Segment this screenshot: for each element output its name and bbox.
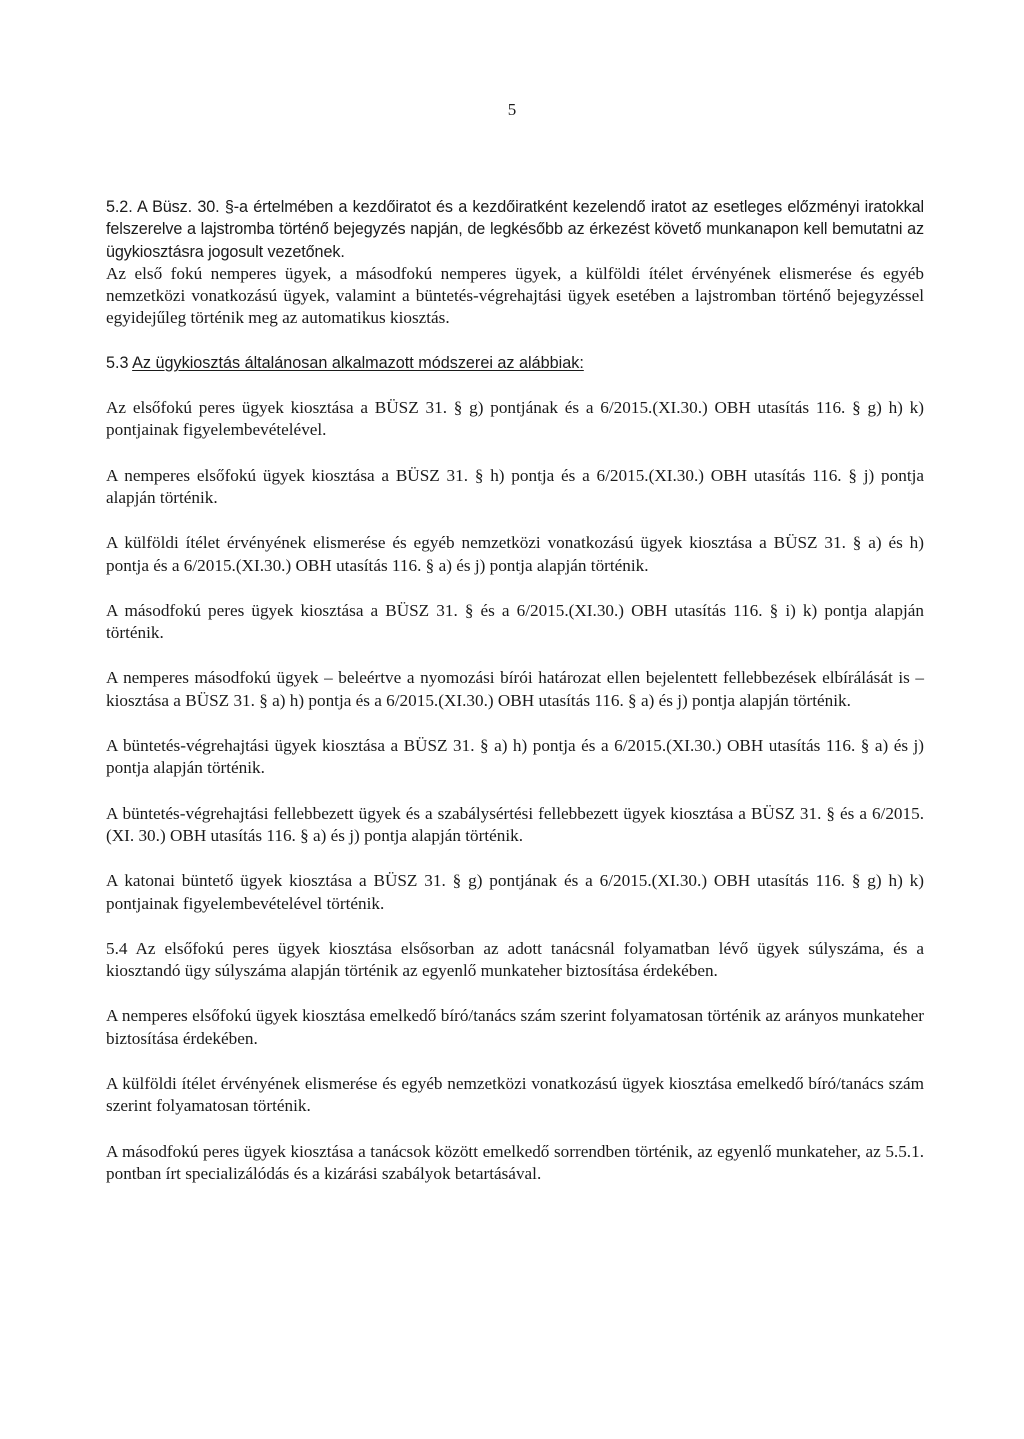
paragraph-katonai: A katonai büntető ügyek kiosztása a BÜSZ 31. § g) pontjának és a 6/2015.(XI.30.) OBH utasítás 116. § g) h) k) pontjainak figyelembevételével történik. — [106, 871, 924, 913]
paragraph-bv-fellebbezett: A büntetés-végrehajtási fellebbezett ügyek és a szabálysértési fellebbezett ügyek kiosztása a BÜSZ 31. § és a 6/2015. (XI. 30.) OBH utasítás 116. § a) és j) pontja alapján történik. — [106, 803, 924, 845]
section-title: Az ügykiosztás általánosan alkalmazott módszerei az alábbiak: — [132, 353, 584, 372]
paragraph-kulfoldi-itelet: A külföldi ítélet érvényének elismerése és egyéb nemzetközi vonatkozású ügyek kiosztása a BÜSZ 31. § a) és h) pontja és a 6/2015.(XI.30.) OBH utasítás 116. § a) és j) pontja alapján történik. — [106, 533, 924, 575]
section-number: 5.3 — [106, 353, 129, 372]
paragraph-nemperes-emelkedo: A nemperes elsőfokú ügyek kiosztása emelkedő bíró/tanács szám szerint folyamatosan történik az arányos munkateher biztosítása érdekében. — [106, 1006, 924, 1048]
paragraph-masodfoku-tanacsok: A másodfokú peres ügyek kiosztása a tanácsok között emelkedő sorrendben történik, az egyenlő munkateher, az 5.5.1. pontban írt specializálódás és a kizárási szabályok betartásával. — [106, 1141, 924, 1183]
paragraph-5-4: 5.4 Az elsőfokú peres ügyek kiosztása elsősorban az adott tanácsnál folyamatban lévő ügyek súlyszáma, és a kiosztandó ügy súlyszáma alapján történik az egyenlő munkateher biztosítása érdekében. — [106, 938, 924, 981]
paragraph-buntetes-vegrehajtasi: A büntetés-végrehajtási ügyek kiosztása a BÜSZ 31. § a) h) pontja és a 6/2015.(XI.30.) OBH utasítás 116. § a) és j) pontja alapján történik. — [106, 736, 924, 778]
paragraph-nemperes-masodfoku: A nemperes másodfokú ügyek – beleértve a nyomozási bírói határozat ellen bejelentett fellebbezések elbírálását is – kiosztása a BÜSZ 31. § a) h) pontja és a 6/2015.(XI.30.) OBH utasítás 116. § a) és j) pontja alapján történik. — [106, 668, 924, 710]
section-heading-5-3 — [106, 352, 924, 374]
paragraph-elsofoku-peres: Az elsőfokú peres ügyek kiosztása a BÜSZ 31. § g) pontjának és a 6/2015.(XI.30.) OBH utasítás 116. § g) h) k) pontjainak figyelembevételével. — [106, 398, 924, 440]
paragraph-5-2: 5.2. A Büsz. 30. §-a értelmében a kezdőiratot és a kezdőiratként kezelendő iratot az esetleges előzményi iratokkal felszerelve a lajstromba történő bejegyzés napján, de legkésőbb az érkezést követő munkanapon kell bemutatni az ügykiosztásra jogosult vezetőnek. — [106, 198, 924, 261]
document-body — [106, 196, 924, 1185]
paragraph-elso-foku-nemperes: Az első fokú nemperes ügyek, a másodfokú nemperes ügyek, a külföldi ítélet érvényének elismerése és egyéb nemzetközi vonatkozású ügyek, valamint a büntetés-végrehajtási ügyek esetében a lajstromban történő bejegyzéssel egyidejűleg történik meg az automatikus kiosztás. — [106, 263, 924, 328]
paragraph-masodfoku-peres: A másodfokú peres ügyek kiosztása a BÜSZ 31. § és a 6/2015.(XI.30.) OBH utasítás 116. § i) k) pontja alapján történik. — [106, 600, 924, 643]
paragraph-kulfoldi-emelkedo: A külföldi ítélet érvényének elismerése és egyéb nemzetközi vonatkozású ügyek kiosztása emelkedő bíró/tanács szám szerint folyamatosan történik. — [106, 1074, 924, 1116]
page-number: 5 — [507, 100, 517, 119]
paragraph-nemperes-elsofoku: A nemperes elsőfokú ügyek kiosztása a BÜSZ 31. § h) pontja és a 6/2015.(XI.30.) OBH utasítás 116. § j) pontja alapján történik. — [106, 465, 924, 507]
